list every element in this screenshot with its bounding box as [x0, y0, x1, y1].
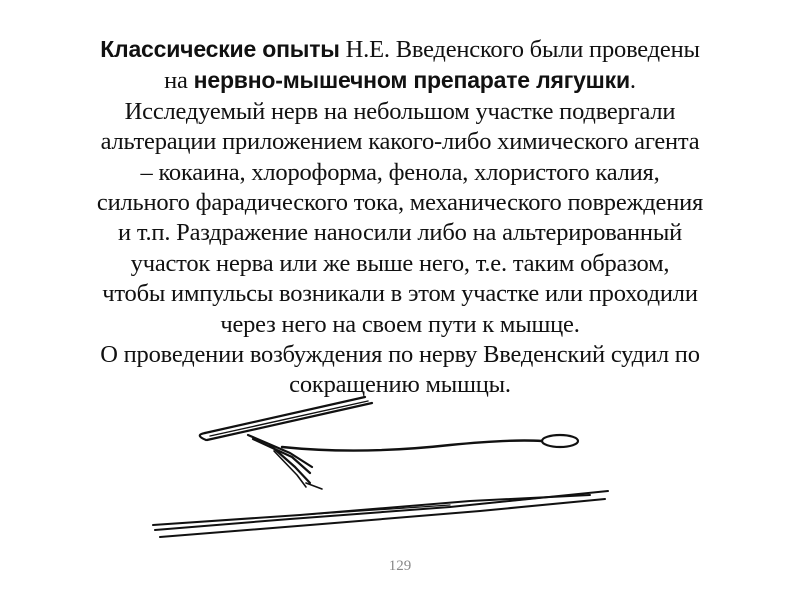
text-line-8: участок нерва или же выше него, т.е. таким образом, [130, 249, 670, 277]
nerve-strand [282, 441, 542, 451]
text-line-7: и т.п. Раздражение наносили либо на альтерированный [117, 219, 683, 247]
frog-leg-sketch [200, 397, 372, 489]
page-number: 129 [388, 558, 412, 574]
text-line-11: О проведении возбуждения по нерву Введенский судил по [100, 341, 700, 369]
frog-nerve-muscle-preparation-drawing [150, 395, 620, 545]
text-line-1 [8, 34, 792, 65]
text-line-10: через него на своем пути к мышце. [220, 310, 580, 338]
text-line-12: сокращению мышцы. [289, 371, 511, 399]
text-line-6: сильного фарадического тока, механического повреждения [96, 189, 704, 217]
text-fragment: на [164, 67, 194, 95]
bold-phrase-classic-experiments: Классические опыты [100, 36, 340, 62]
text-line-2 [8, 65, 792, 96]
nerve-end-knob [542, 435, 578, 447]
bold-phrase-nerve-muscle-preparation: нервно-мышечном препарате лягушки [193, 67, 630, 94]
text-line-9: чтобы импульсы возникали в этом участке или проходили [102, 280, 698, 308]
text-line-5: – кокаина, хлороформа, фенола, хлористого калия, [140, 158, 660, 186]
main-text [8, 34, 792, 401]
text-line-3: Исследуемый нерв на небольшом участке подвергали [124, 97, 676, 125]
muscle-sketch [153, 491, 608, 537]
text-fragment: Н.Е. Введенского были проведены [339, 36, 700, 63]
text-fragment: . [629, 67, 636, 95]
text-line-4: альтерации приложением какого-либо химического агента [100, 128, 700, 156]
